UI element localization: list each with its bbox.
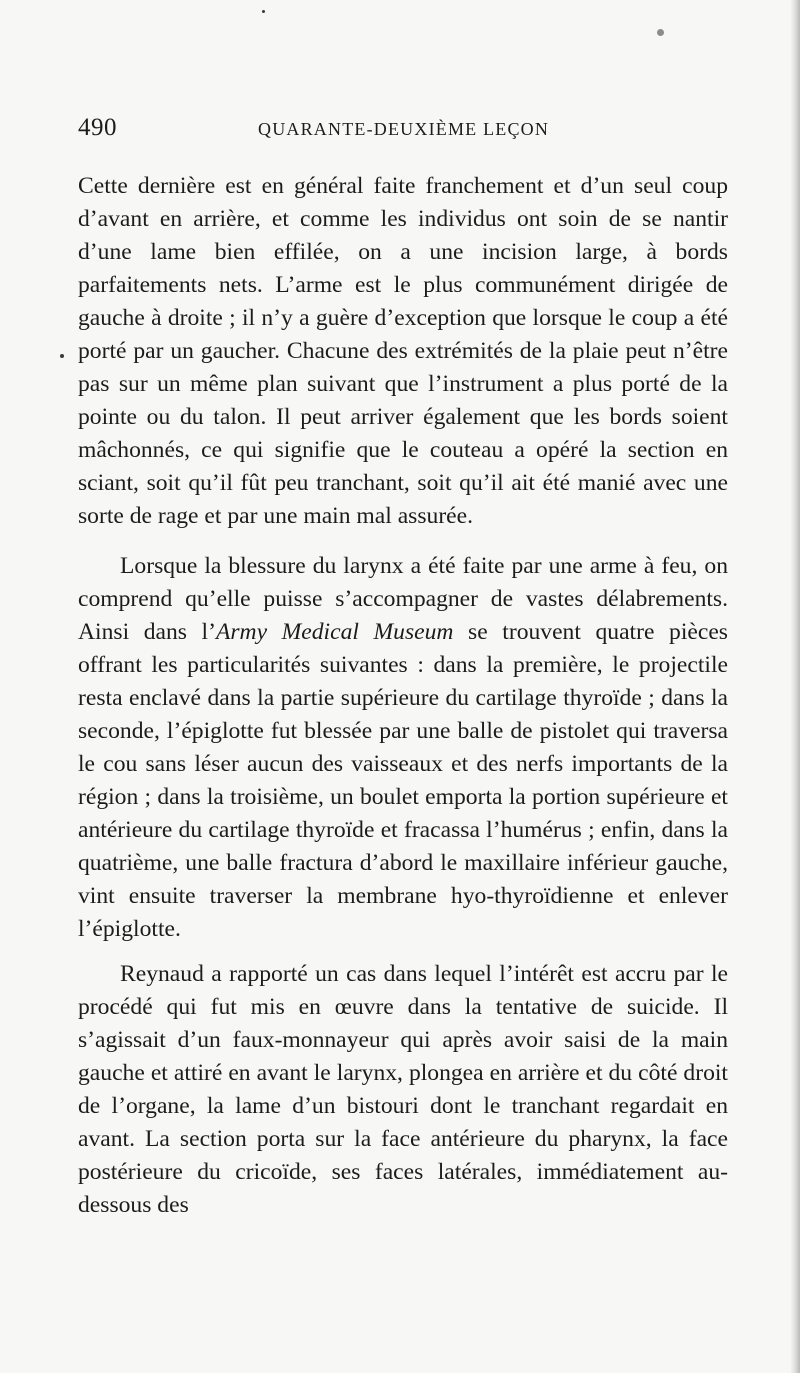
paragraph-2-text-after: se trouvent quatre pièces offrant les particularités suivantes : dans la première, le projectile resta enclavé dans la partie supérieure du cartilage thyroïde ; dans la seconde, l’épiglotte fut blessée par une balle de pistolet qui traversa le cou sans léser aucun des vaisseaux et des nerfs importants de la région ; dans la troisième, un boulet emporta la portion supérieure et antérieure du cartilage thyroïde et fracassa l’humérus ; enfin, dans la quatrième, une balle fractura d’abord le maxillaire inférieur gauche, vint ensuite traverser la membrane hyo-thyroïdienne et enlever l’épiglotte.	[78, 619, 728, 942]
body-text	[78, 170, 728, 1222]
paragraph-3: Reynaud a rapporté un cas dans lequel l’intérêt est accru par le procédé qui fut mis en œuvre dans la tentative de suicide. Il s’agissait d’un faux-monnayeur qui après avoir saisi de la main gauche et attiré en avant le larynx, plongea en arrière et du côté droit de l’organe, la lame d’un bistouri dont le tranchant regardait en avant. La section porta sur la face antérieure du pharynx, la face postérieure du cricoïde, ses faces latérales, immédiatement au-dessous des	[78, 961, 728, 1218]
page-header	[78, 114, 728, 144]
paragraph-1: Cette dernière est en général faite franchement et d’un seul coup d’avant en arrière, et comme les individus ont soin de se nantir d’une lame bien effilée, on a une incision large, à bords parfaitements nets. L’arme est le plus communément dirigée de gauche à droite ; il n’y a guère d’exception que lorsque le coup a été porté par un gaucher. Chacune des extrémités de la plaie peut n’être pas sur un même plan suivant que l’instrument a plus porté de la pointe ou du talon. Il peut arriver également que les bords soient mâchonnés, ce qui signifie que le couteau a opéré la section en sciant, soit qu’il fût peu tranchant, soit qu’il ait été manié avec une sorte de rage et par une main mal assurée.	[78, 173, 728, 529]
ink-speck	[657, 29, 664, 36]
ink-speck	[60, 354, 64, 358]
paragraph-2-text-before: Lorsque la blessure du larynx a été faite par une arme à feu, on comprend qu’elle puisse s’accompagner de vastes délabrements. Ainsi dans l’	[78, 553, 728, 645]
paragraph-2	[78, 550, 728, 946]
ink-speck	[262, 10, 265, 13]
page-edge-shadow	[790, 0, 800, 1373]
page-number: 490	[78, 114, 117, 141]
museum-name-italic: Army Medical Museum	[215, 619, 454, 645]
running-head: QUARANTE-DEUXIÈME LEÇON	[258, 119, 550, 139]
